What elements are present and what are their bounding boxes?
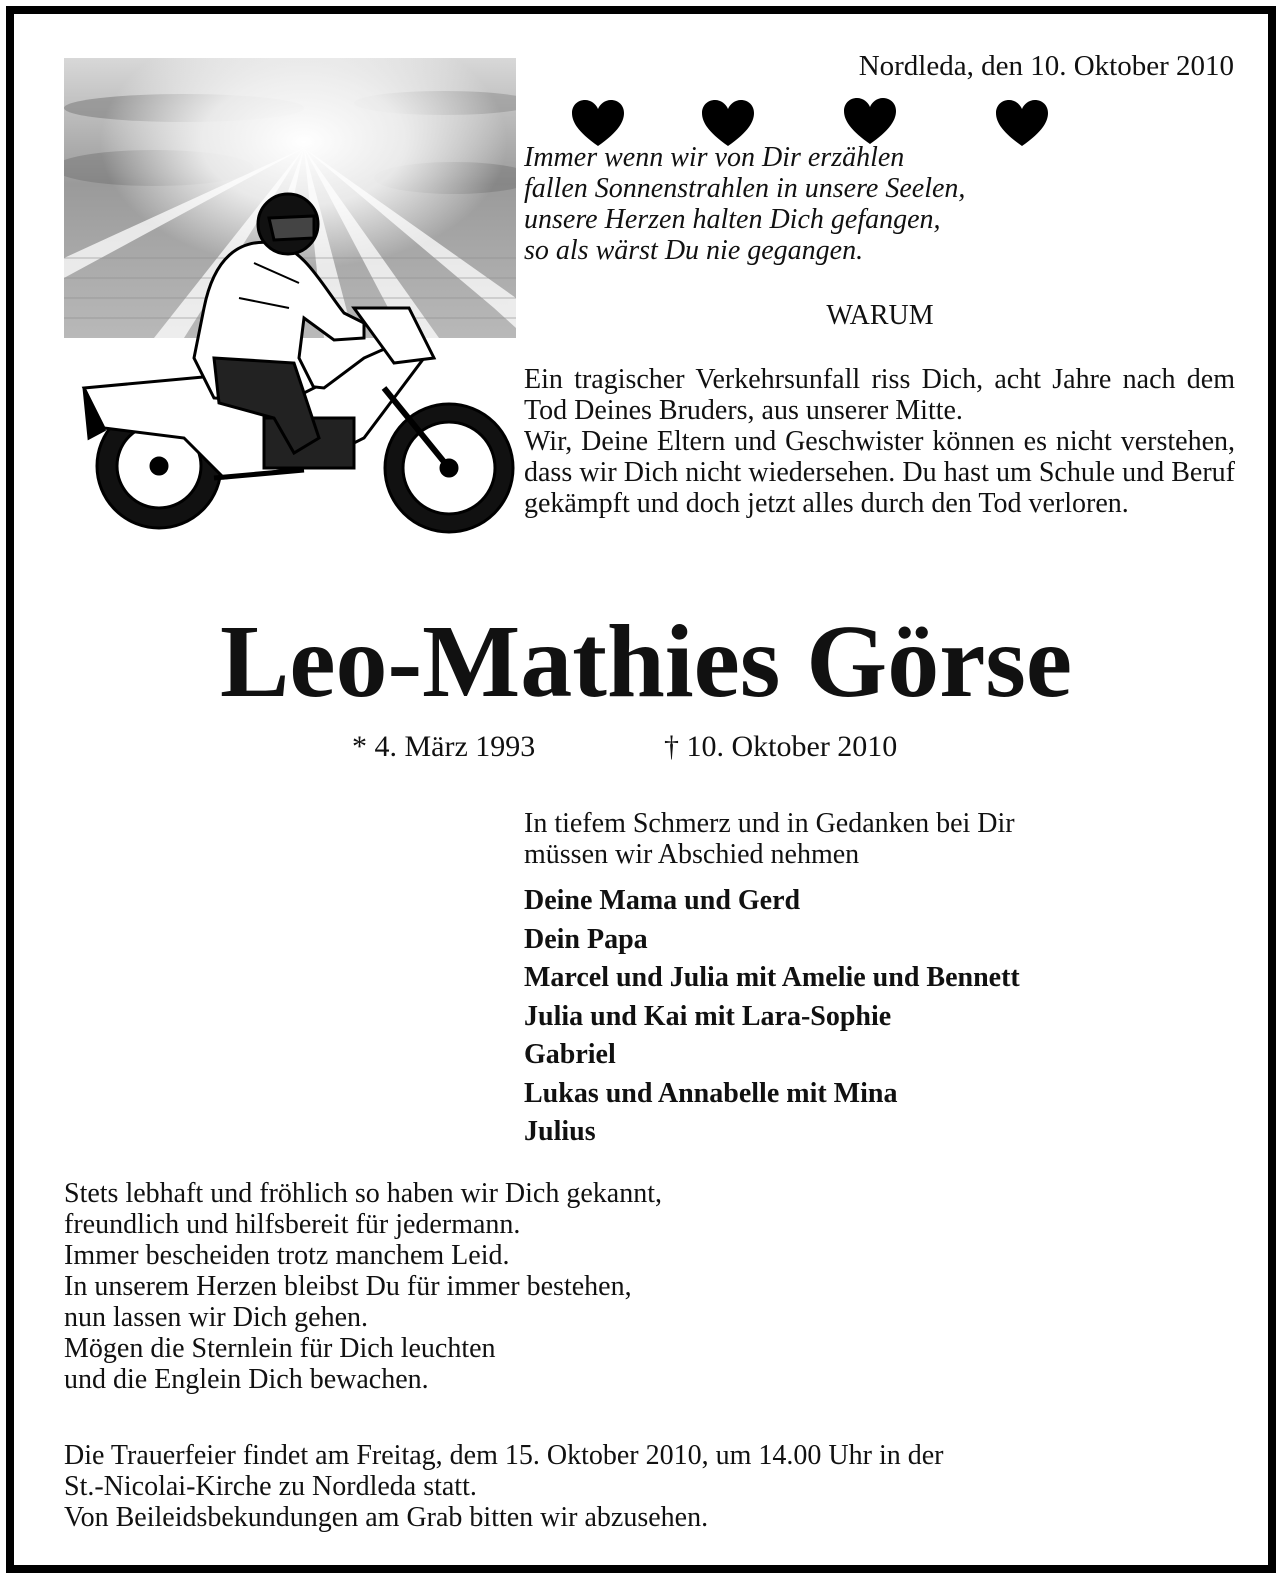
service-line: Die Trauerfeier findet am Freitag, dem 15. Oktober 2010, um 14.00 Uhr in der: [64, 1440, 944, 1471]
family-member: Julius: [524, 1116, 596, 1147]
story-paragraph: Ein tragischer Verkehrsunfall riss Dich, acht Jahre nach dem Tod Deines Bruders, aus unserer Mitte.: [524, 364, 1235, 426]
family-member: Gabriel: [524, 1039, 616, 1070]
obituary-notice: [6, 6, 1276, 1573]
family-list: [524, 882, 1020, 1152]
family-member: Lukas und Annabelle mit Mina: [524, 1077, 898, 1109]
heart-icon: [996, 100, 1048, 146]
poem-line: so als wärst Du nie gegangen.: [524, 235, 864, 266]
motorcycle-rider-illustration: [64, 58, 516, 536]
farewell-text: [524, 808, 1015, 870]
remembrance-verse: [64, 1178, 662, 1395]
family-member: Julia und Kai mit Lara-Sophie: [524, 1000, 892, 1032]
heart-icon: [572, 100, 624, 146]
birth-date: * 4. März 1993: [352, 730, 536, 763]
poem: [524, 142, 965, 266]
remembrance-line: nun lassen wir Dich gehen.: [64, 1302, 369, 1333]
warum-heading: WARUM: [826, 300, 934, 331]
family-member: Marcel und Julia mit Amelie und Bennett: [524, 962, 1020, 993]
farewell-line: In tiefem Schmerz und in Gedanken bei Dir: [524, 808, 1015, 839]
heart-icon: [844, 98, 896, 144]
deceased-name: Leo-Mathies Görse: [219, 604, 1072, 719]
poem-line: fallen Sonnenstrahlen in unsere Seelen,: [524, 173, 966, 204]
remembrance-line: Mögen die Sternlein für Dich leuchten: [64, 1333, 496, 1364]
remembrance-line: In unserem Herzen bleibst Du für immer bestehen,: [64, 1271, 632, 1302]
remembrance-line: Stets lebhaft und fröhlich so haben wir Dich gekannt,: [64, 1178, 662, 1209]
family-member: Deine Mama und Gerd: [524, 885, 801, 916]
remembrance-line: freundlich und hilfsbereit für jedermann.: [64, 1209, 521, 1240]
story-text: [524, 364, 1235, 519]
service-line: Von Beileidsbekundungen am Grab bitten wir abzusehen.: [64, 1502, 709, 1533]
place-date: Nordleda, den 10. Oktober 2010: [858, 50, 1234, 82]
remembrance-line: und die Englein Dich bewachen.: [64, 1364, 429, 1395]
death-date: † 10. Oktober 2010: [664, 730, 898, 763]
farewell-line: müssen wir Abschied nehmen: [524, 839, 860, 870]
funeral-service-info: [64, 1440, 943, 1533]
service-line: St.-Nicolai-Kirche zu Nordleda statt.: [64, 1471, 477, 1502]
poem-line: Immer wenn wir von Dir erzählen: [524, 142, 905, 173]
heart-icon: [702, 100, 754, 146]
family-member: Dein Papa: [524, 923, 648, 955]
remembrance-line: Immer bescheiden trotz manchem Leid.: [64, 1240, 510, 1271]
story-paragraph: Wir, Deine Eltern und Geschwister können es nicht verstehen, dass wir Dich nicht wiedersehen. Du hast um Schule und Beruf gekämpft und doch jetzt alles durch den Tod verloren.: [524, 426, 1235, 519]
poem-line: unsere Herzen halten Dich gefangen,: [524, 204, 941, 235]
